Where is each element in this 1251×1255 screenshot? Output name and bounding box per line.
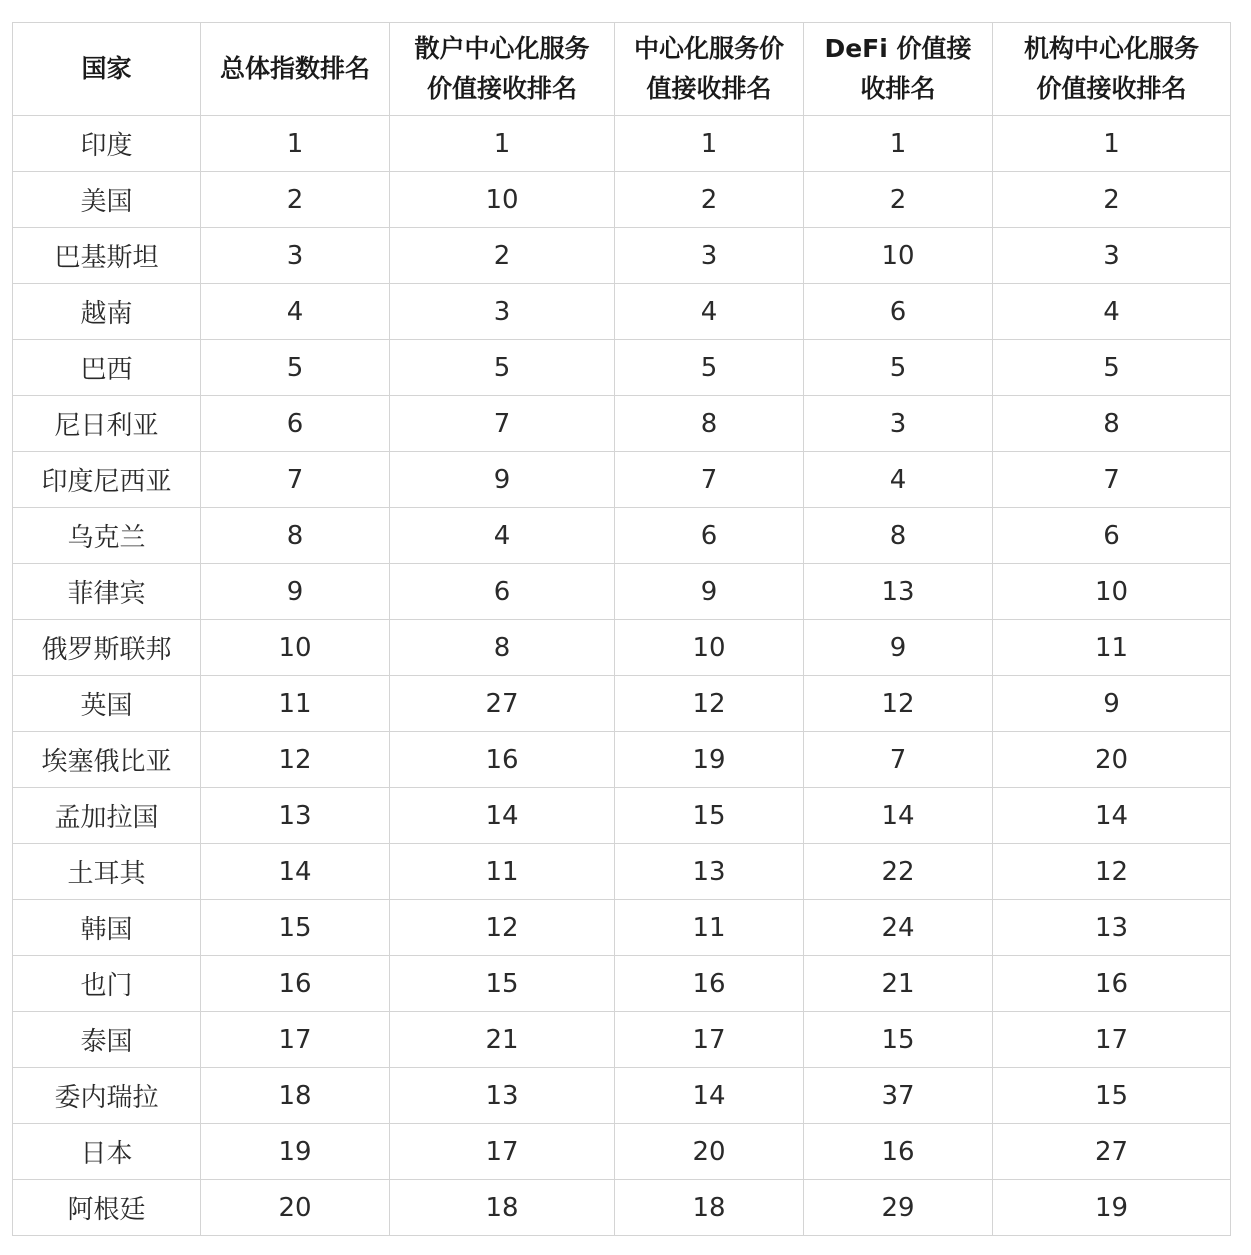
cell-retail-cex-rank: 18 [390, 1180, 615, 1236]
cell-institutional-cex-rank: 2 [993, 172, 1231, 228]
cell-cex-rank: 15 [615, 788, 804, 844]
cell-overall-rank: 4 [201, 284, 390, 340]
cell-overall-rank: 5 [201, 340, 390, 396]
cell-overall-rank: 20 [201, 1180, 390, 1236]
header-overall-rank: 总体指数排名 [201, 23, 390, 116]
cell-overall-rank: 17 [201, 1012, 390, 1068]
cell-country: 美国 [13, 172, 201, 228]
table-row [13, 228, 1231, 284]
cell-retail-cex-rank: 15 [390, 956, 615, 1012]
header-retail-cex-rank: 散户中心化服务 价值接收排名 [390, 23, 615, 116]
cell-overall-rank: 1 [201, 116, 390, 172]
cell-country: 韩国 [13, 900, 201, 956]
header-cex-rank: 中心化服务价 值接收排名 [615, 23, 804, 116]
cell-cex-rank: 10 [615, 620, 804, 676]
table-row [13, 396, 1231, 452]
cell-defi-rank: 14 [804, 788, 993, 844]
cell-overall-rank: 8 [201, 508, 390, 564]
table-row [13, 732, 1231, 788]
cell-institutional-cex-rank: 17 [993, 1012, 1231, 1068]
cell-retail-cex-rank: 9 [390, 452, 615, 508]
cell-institutional-cex-rank: 10 [993, 564, 1231, 620]
cell-defi-rank: 15 [804, 1012, 993, 1068]
cell-country: 巴西 [13, 340, 201, 396]
header-institutional-cex-rank: 机构中心化服务 价值接收排名 [993, 23, 1231, 116]
cell-country: 印度 [13, 116, 201, 172]
cell-defi-rank: 12 [804, 676, 993, 732]
cell-defi-rank: 22 [804, 844, 993, 900]
table-row [13, 788, 1231, 844]
table-row [13, 452, 1231, 508]
cell-country: 英国 [13, 676, 201, 732]
cell-country: 埃塞俄比亚 [13, 732, 201, 788]
cell-overall-rank: 10 [201, 620, 390, 676]
table-row [13, 620, 1231, 676]
cell-retail-cex-rank: 5 [390, 340, 615, 396]
cell-cex-rank: 16 [615, 956, 804, 1012]
cell-retail-cex-rank: 4 [390, 508, 615, 564]
header-defi-rank: DeFi 价值接 收排名 [804, 23, 993, 116]
cell-retail-cex-rank: 12 [390, 900, 615, 956]
cell-institutional-cex-rank: 1 [993, 116, 1231, 172]
cell-defi-rank: 4 [804, 452, 993, 508]
cell-overall-rank: 11 [201, 676, 390, 732]
cell-cex-rank: 8 [615, 396, 804, 452]
table-row [13, 340, 1231, 396]
cell-country: 阿根廷 [13, 1180, 201, 1236]
cell-defi-rank: 6 [804, 284, 993, 340]
table-row [13, 844, 1231, 900]
cell-institutional-cex-rank: 3 [993, 228, 1231, 284]
cell-defi-rank: 16 [804, 1124, 993, 1180]
cell-country: 也门 [13, 956, 201, 1012]
ranking-table [12, 22, 1231, 1236]
table-row [13, 172, 1231, 228]
cell-institutional-cex-rank: 9 [993, 676, 1231, 732]
cell-institutional-cex-rank: 8 [993, 396, 1231, 452]
cell-cex-rank: 2 [615, 172, 804, 228]
cell-overall-rank: 2 [201, 172, 390, 228]
table-row [13, 116, 1231, 172]
cell-country: 泰国 [13, 1012, 201, 1068]
cell-country: 日本 [13, 1124, 201, 1180]
cell-defi-rank: 1 [804, 116, 993, 172]
cell-overall-rank: 7 [201, 452, 390, 508]
cell-cex-rank: 17 [615, 1012, 804, 1068]
cell-institutional-cex-rank: 13 [993, 900, 1231, 956]
table-row [13, 508, 1231, 564]
table-row [13, 1180, 1231, 1236]
header-row [13, 23, 1231, 116]
cell-cex-rank: 4 [615, 284, 804, 340]
cell-institutional-cex-rank: 20 [993, 732, 1231, 788]
cell-defi-rank: 37 [804, 1068, 993, 1124]
cell-overall-rank: 15 [201, 900, 390, 956]
cell-defi-rank: 13 [804, 564, 993, 620]
cell-country: 印度尼西亚 [13, 452, 201, 508]
cell-defi-rank: 10 [804, 228, 993, 284]
cell-retail-cex-rank: 8 [390, 620, 615, 676]
cell-overall-rank: 6 [201, 396, 390, 452]
cell-country: 土耳其 [13, 844, 201, 900]
cell-retail-cex-rank: 13 [390, 1068, 615, 1124]
cell-defi-rank: 2 [804, 172, 993, 228]
table-row [13, 676, 1231, 732]
header-country: 国家 [13, 23, 201, 116]
cell-defi-rank: 3 [804, 396, 993, 452]
table-row [13, 564, 1231, 620]
cell-institutional-cex-rank: 15 [993, 1068, 1231, 1124]
table-row [13, 900, 1231, 956]
cell-overall-rank: 3 [201, 228, 390, 284]
cell-cex-rank: 1 [615, 116, 804, 172]
cell-cex-rank: 5 [615, 340, 804, 396]
cell-cex-rank: 3 [615, 228, 804, 284]
cell-overall-rank: 16 [201, 956, 390, 1012]
cell-institutional-cex-rank: 19 [993, 1180, 1231, 1236]
table-row [13, 956, 1231, 1012]
cell-retail-cex-rank: 11 [390, 844, 615, 900]
cell-institutional-cex-rank: 14 [993, 788, 1231, 844]
cell-defi-rank: 7 [804, 732, 993, 788]
cell-retail-cex-rank: 16 [390, 732, 615, 788]
cell-institutional-cex-rank: 12 [993, 844, 1231, 900]
cell-country: 委内瑞拉 [13, 1068, 201, 1124]
cell-defi-rank: 9 [804, 620, 993, 676]
cell-cex-rank: 20 [615, 1124, 804, 1180]
table-row [13, 1068, 1231, 1124]
cell-retail-cex-rank: 27 [390, 676, 615, 732]
cell-cex-rank: 12 [615, 676, 804, 732]
cell-institutional-cex-rank: 11 [993, 620, 1231, 676]
cell-cex-rank: 18 [615, 1180, 804, 1236]
cell-cex-rank: 9 [615, 564, 804, 620]
cell-defi-rank: 21 [804, 956, 993, 1012]
cell-overall-rank: 12 [201, 732, 390, 788]
cell-retail-cex-rank: 2 [390, 228, 615, 284]
cell-cex-rank: 19 [615, 732, 804, 788]
cell-overall-rank: 18 [201, 1068, 390, 1124]
cell-country: 孟加拉国 [13, 788, 201, 844]
cell-institutional-cex-rank: 27 [993, 1124, 1231, 1180]
cell-cex-rank: 6 [615, 508, 804, 564]
table-header [13, 23, 1231, 116]
cell-defi-rank: 29 [804, 1180, 993, 1236]
cell-country: 越南 [13, 284, 201, 340]
cell-country: 乌克兰 [13, 508, 201, 564]
cell-country: 俄罗斯联邦 [13, 620, 201, 676]
cell-retail-cex-rank: 21 [390, 1012, 615, 1068]
cell-institutional-cex-rank: 7 [993, 452, 1231, 508]
cell-cex-rank: 7 [615, 452, 804, 508]
cell-country: 菲律宾 [13, 564, 201, 620]
cell-retail-cex-rank: 6 [390, 564, 615, 620]
cell-retail-cex-rank: 10 [390, 172, 615, 228]
cell-country: 巴基斯坦 [13, 228, 201, 284]
cell-cex-rank: 13 [615, 844, 804, 900]
cell-retail-cex-rank: 3 [390, 284, 615, 340]
cell-institutional-cex-rank: 16 [993, 956, 1231, 1012]
table-row [13, 1124, 1231, 1180]
cell-overall-rank: 19 [201, 1124, 390, 1180]
cell-institutional-cex-rank: 4 [993, 284, 1231, 340]
cell-defi-rank: 24 [804, 900, 993, 956]
cell-cex-rank: 11 [615, 900, 804, 956]
cell-institutional-cex-rank: 6 [993, 508, 1231, 564]
cell-overall-rank: 9 [201, 564, 390, 620]
table-body [13, 116, 1231, 1236]
cell-retail-cex-rank: 17 [390, 1124, 615, 1180]
cell-defi-rank: 5 [804, 340, 993, 396]
cell-cex-rank: 14 [615, 1068, 804, 1124]
cell-overall-rank: 13 [201, 788, 390, 844]
cell-retail-cex-rank: 7 [390, 396, 615, 452]
cell-overall-rank: 14 [201, 844, 390, 900]
table-row [13, 284, 1231, 340]
cell-institutional-cex-rank: 5 [993, 340, 1231, 396]
cell-retail-cex-rank: 14 [390, 788, 615, 844]
cell-country: 尼日利亚 [13, 396, 201, 452]
cell-retail-cex-rank: 1 [390, 116, 615, 172]
cell-defi-rank: 8 [804, 508, 993, 564]
table-row [13, 1012, 1231, 1068]
